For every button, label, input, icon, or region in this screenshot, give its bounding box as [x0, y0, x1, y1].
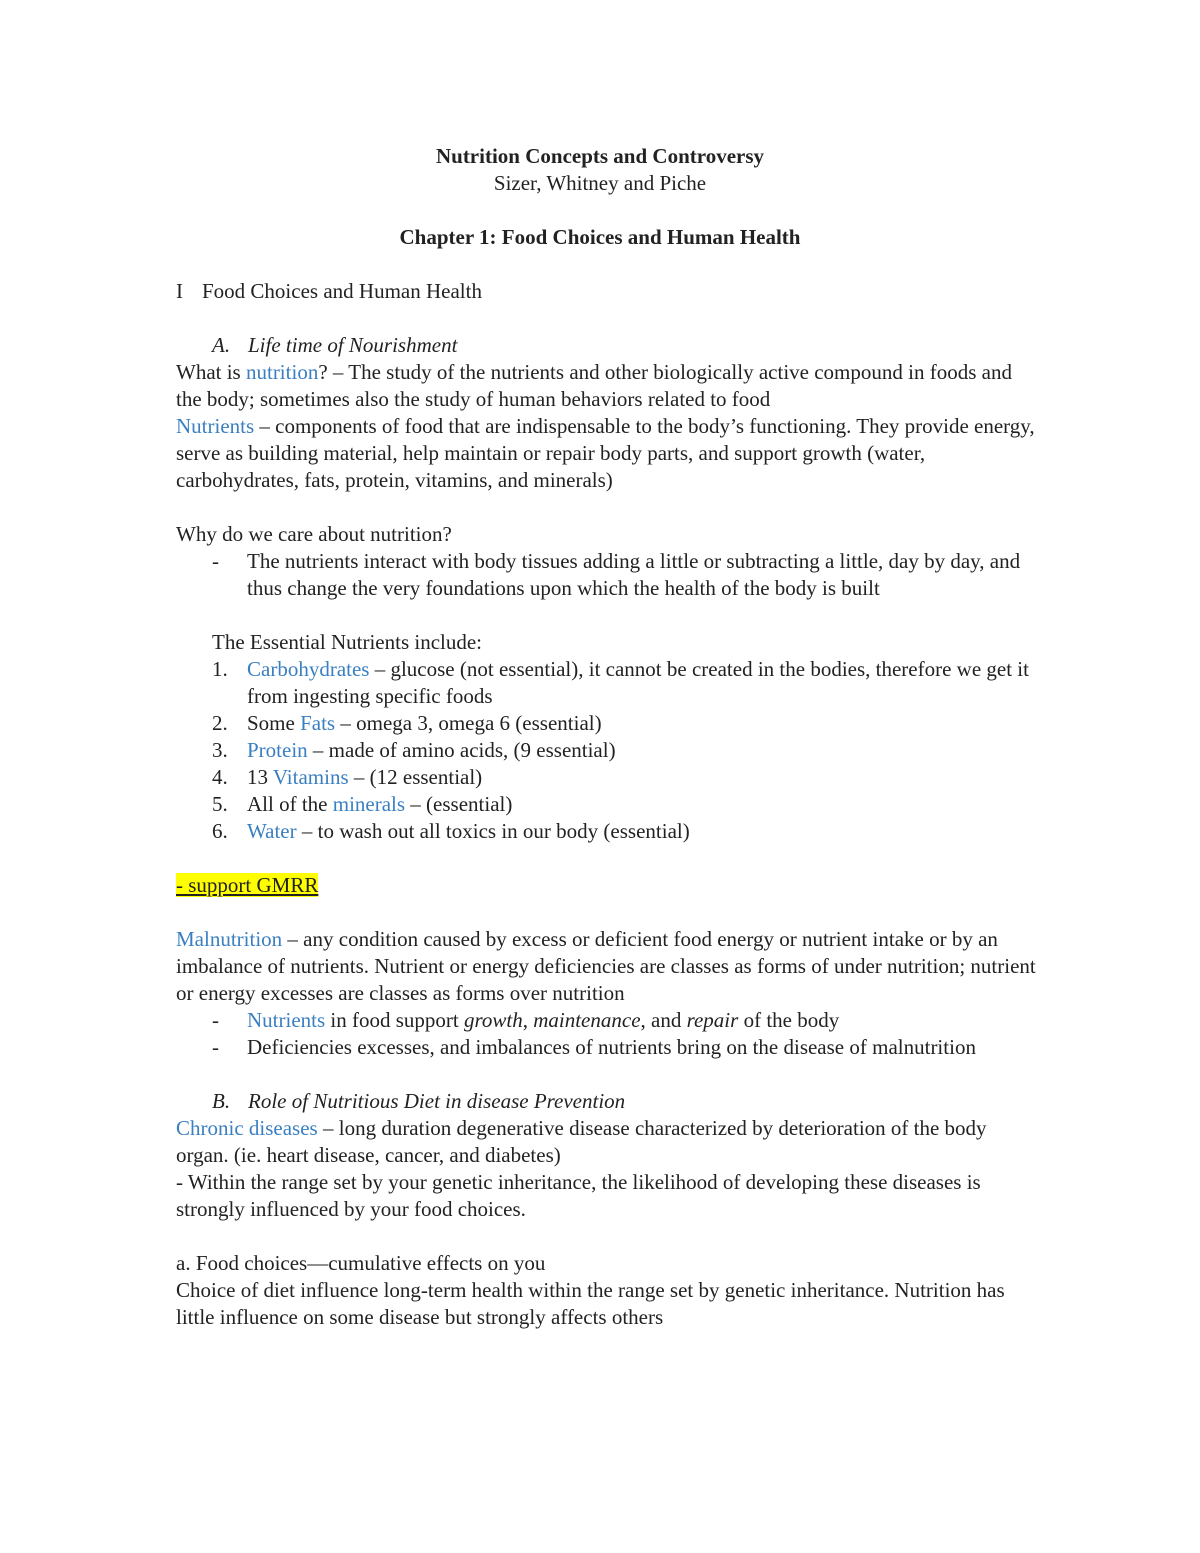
list-text [247, 791, 1036, 818]
list-number: 2. [212, 711, 228, 735]
document-title: Nutrition Concepts and Controversy [435, 144, 765, 168]
genetic-note: - Within the range set by your genetic inheritance, the likelihood of developing these diseases is strongly influenced by your food choices. [176, 1170, 981, 1221]
bullet-item: - Deficiencies excesses, and imbalances of nutrients bring on the disease of malnutrition [176, 1034, 1036, 1061]
nutrient-description: – (12 essential) [348, 765, 483, 789]
section-numeral: I [176, 279, 183, 303]
essential-nutrient-item [176, 656, 1036, 710]
highlight-note [176, 872, 1036, 899]
highlighted-text: - support GMRR [176, 873, 319, 897]
bullet-item: - Nutrients in food support growth, maintenance, and repair of the body [176, 1007, 1036, 1034]
subsection-a-letter: A. [212, 333, 231, 357]
food-choices-heading: a. Food choices—cumulative effects on you [176, 1251, 546, 1275]
nutrient-description: – made of amino acids, (9 essential) [307, 738, 616, 762]
essential-intro: The Essential Nutrients include: [212, 630, 483, 654]
subsection-b-title: Role of Nutritious Diet in disease Prevention [248, 1089, 626, 1113]
subsection-a-heading [176, 332, 1036, 359]
essential-nutrient-item [176, 710, 1036, 737]
nutrient-term: Water [247, 819, 297, 843]
nutrient-term: Vitamins [272, 765, 349, 789]
list-text [247, 818, 1036, 845]
bullet-text [247, 1007, 1036, 1034]
italic-repair: repair [686, 1008, 739, 1032]
list-prefix: 13 [247, 765, 273, 789]
list-text [247, 656, 1036, 710]
list-prefix: All of the [247, 792, 333, 816]
nutrient-term: Fats [300, 711, 336, 735]
term-nutrients: Nutrients [247, 1008, 326, 1032]
malnutrition-definition [176, 926, 1036, 1007]
definition-text: – any condition caused by excess or deficient food energy or nutrient intake or by an imbalance of nutrients. Nutrient or energy deficiencies are classes as forms of under nutrition; nutrient or energy excesses are classes as forms over nutrition [176, 927, 1036, 1005]
essential-nutrient-item [176, 791, 1036, 818]
italic-growth: growth [463, 1008, 523, 1032]
nutrient-description: – glucose (not essential), it cannot be created in the bodies, therefore we get it from ingesting specific foods [247, 657, 1029, 708]
section-heading-text: Food Choices and Human Health [202, 279, 482, 303]
chronic-definition [176, 1115, 1036, 1169]
definition-text: – long duration degenerative disease characterized by deterioration of the body organ. (ie. heart disease, cancer, and diabetes) [176, 1116, 987, 1167]
definition-text: – components of food that are indispensable to the body’s functioning. They provide energy, serve as building material, help maintain or repair body parts, and support growth (water, carbohydrates, fats, protein, vitamins, and minerals) [176, 414, 1035, 492]
list-number: 6. [212, 819, 228, 843]
list-number: 1. [212, 657, 228, 681]
list-text [247, 737, 1036, 764]
nutrients-definition [176, 413, 1036, 494]
essential-nutrient-item [176, 818, 1036, 845]
nutrient-term: Protein [247, 738, 308, 762]
bullet-fragment: of the body [738, 1008, 840, 1032]
document-body [176, 143, 1036, 1331]
bullet-fragment: in food support [325, 1008, 464, 1032]
definition-prefix: What is [176, 360, 246, 384]
bullet-text: Deficiencies excesses, and imbalances of nutrients bring on the disease of malnutrition [247, 1035, 976, 1059]
list-text [247, 764, 1036, 791]
list-number: 3. [212, 738, 228, 762]
document-authors: Sizer, Whitney and Piche [493, 171, 707, 195]
nutrient-description: – omega 3, omega 6 (essential) [335, 711, 602, 735]
subsection-b-letter: B. [212, 1089, 231, 1113]
essential-nutrients-list [176, 656, 1036, 845]
term-nutrition: nutrition [245, 360, 319, 384]
list-text [247, 710, 1036, 737]
nutrient-description: – to wash out all toxics in our body (essential) [296, 819, 690, 843]
nutrition-definition [176, 359, 1036, 413]
subsection-a-title: Life time of Nourishment [248, 333, 458, 357]
section-heading [176, 278, 1036, 305]
term-nutrients: Nutrients [176, 414, 255, 438]
term-chronic-diseases: Chronic diseases [176, 1116, 318, 1140]
nutrient-term: Carbohydrates [247, 657, 370, 681]
why-question: Why do we care about nutrition? [176, 522, 452, 546]
bullet-item: - The nutrients interact with body tissues adding a little or subtracting a little, day by day, and thus change the very foundations upon which the health of the body is built [176, 548, 1036, 602]
subsection-b-heading [176, 1088, 1036, 1115]
essential-nutrient-item [176, 764, 1036, 791]
bullet-text: The nutrients interact with body tissues adding a little or subtracting a little, day by day, and thus change the very foundations upon which the health of the body is built [247, 549, 1021, 600]
nutrient-term: minerals [332, 792, 406, 816]
list-number: 5. [212, 792, 228, 816]
list-prefix: Some [247, 711, 301, 735]
essential-nutrient-item [176, 737, 1036, 764]
bullet-fragment: , [522, 1008, 534, 1032]
chapter-title: Chapter 1: Food Choices and Human Health [399, 225, 801, 249]
list-number: 4. [212, 765, 228, 789]
food-choices-text: Choice of diet influence long-term health within the range set by genetic inheritance. Nutrition has little influence on some disease but strongly affects others [176, 1278, 1005, 1329]
italic-maintenance: maintenance [533, 1008, 641, 1032]
term-malnutrition: Malnutrition [176, 927, 283, 951]
nutrient-description: – (essential) [405, 792, 513, 816]
bullet-fragment: , and [640, 1008, 687, 1032]
definition-text: ? – The study of the nutrients and other biologically active compound in foods and the body; sometimes also the study of human behaviors related to food [176, 360, 1012, 411]
